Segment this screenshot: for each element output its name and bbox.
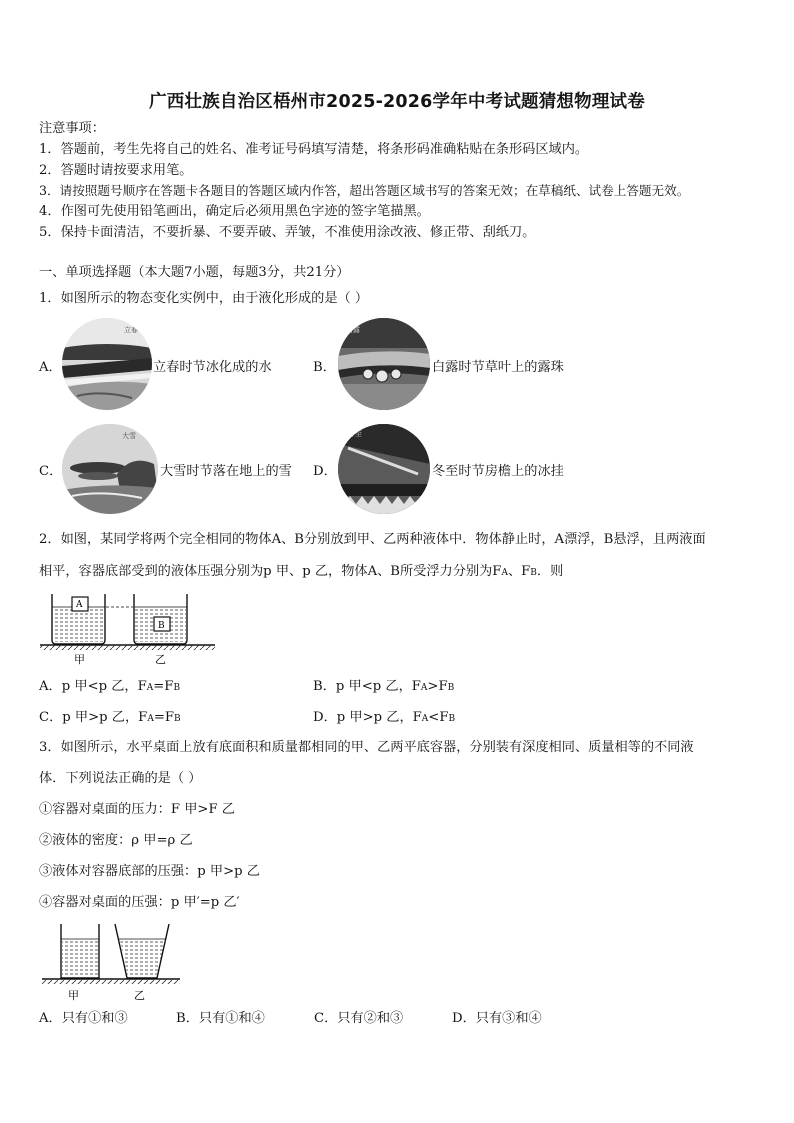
container-jia-label: 甲: [74, 653, 85, 666]
q2-containers-figure: [40, 588, 220, 668]
notice-heading: 注意事项：: [39, 121, 105, 136]
q3-option-d: D．只有③和④: [452, 1011, 542, 1026]
q3-statement: ③液体对容器底部的压强：p 甲>p 乙: [39, 864, 260, 879]
q1-option-d-text: 冬至时节房檐上的冰挂: [432, 464, 564, 479]
notice-item: 3．请按照题号顺序在答题卡各题目的答题区域内作答，超出答题区域书写的答案无效；在草稿纸、试卷上答题无效。: [39, 183, 690, 198]
q1-option-a-label: A．: [39, 360, 62, 375]
q2-option-b: B．p 甲<p 乙，FA>FB: [313, 679, 455, 694]
q3-stem-line1: 3．如图所示，水平桌面上放有底面积和质量都相同的甲、乙两平底容器，分别装有深度相同、质量相等的不同液: [39, 740, 694, 755]
q2-stem-line1: 2．如图，某同学将两个完全相同的物体A、B分别放到甲、乙两种液体中．物体静止时，A漂浮，B悬浮，且两液面: [39, 532, 706, 547]
q2-option-c: C．p 甲>p 乙，FA=FB: [39, 710, 181, 725]
q1-stem: 1．如图所示的物态变化实例中，由于液化形成的是（ ）: [39, 291, 369, 306]
q1-option-c-text: 大雪时节落在地上的雪: [160, 464, 292, 479]
notice-item: 4．作图可先使用铅笔画出，确定后必须用黑色字迹的签字笔描黑。: [39, 204, 430, 219]
q3-statement: ④容器对桌面的压强：p 甲′=p 乙′: [39, 895, 240, 910]
q1-option-b-label: B．: [313, 360, 336, 375]
q3-statement: ①容器对桌面的压力：F 甲>F 乙: [39, 802, 235, 817]
q2-option-d: D．p 甲>p 乙，FA<FB: [313, 710, 456, 725]
q1-option-d-label: D．: [313, 464, 337, 479]
q1-option-a-text: 立春时节冰化成的水: [153, 360, 272, 375]
notice-item: 5．保持卡面清洁，不要折暴、不要弄破、弄皱，不准使用涂改液、修正带、刮纸刀。: [39, 225, 536, 240]
photo-caption: 大雪: [122, 432, 136, 440]
q3-stem-line2: 体．下列说法正确的是（ ）: [39, 771, 202, 786]
photo-caption: 冬至: [348, 430, 362, 438]
q3-containers-figure: [40, 920, 190, 1005]
q3-option-b: B．只有①和④: [176, 1011, 265, 1026]
spring-ice-photo: [62, 318, 152, 410]
q3-statement: ②液体的密度：ρ 甲=ρ 乙: [39, 833, 193, 848]
container-yi-label: 乙: [155, 653, 166, 666]
q2-option-a: A．p 甲<p 乙，FA=FB: [39, 679, 181, 694]
dew-photo: [338, 318, 430, 410]
q3-option-c: C．只有②和③: [314, 1011, 404, 1026]
container-jia-label: 甲: [68, 989, 79, 1002]
object-a-label: A: [76, 600, 83, 610]
notice-item: 2．答题时请按要求用笔。: [39, 163, 193, 178]
page-title: 广西壮族自治区梧州市2025-2026学年中考试题猜想物理试卷: [149, 92, 645, 112]
q2-stem-line2: 相平，容器底部受到的液体压强分别为p 甲、p 乙，物体A、B所受浮力分别为FA、FB．则: [39, 564, 564, 579]
section-heading: 一、单项选择题（本大题7小题，每题3分，共21分）: [39, 265, 350, 280]
q1-option-c-label: C．: [39, 464, 63, 479]
object-b-label: B: [158, 621, 165, 631]
container-yi-label: 乙: [134, 989, 145, 1002]
snow-photo: [62, 424, 158, 514]
icicle-photo: [338, 424, 430, 514]
photo-caption: 白露: [346, 326, 360, 334]
notice-item: 1．答题前，考生先将自己的姓名、准考证号码填写清楚，将条形码准确粘贴在条形码区域内。: [39, 142, 589, 157]
q3-option-a: A．只有①和③: [39, 1011, 128, 1026]
q1-option-b-text: 白露时节草叶上的露珠: [432, 360, 564, 375]
photo-caption: 立春: [124, 326, 138, 334]
